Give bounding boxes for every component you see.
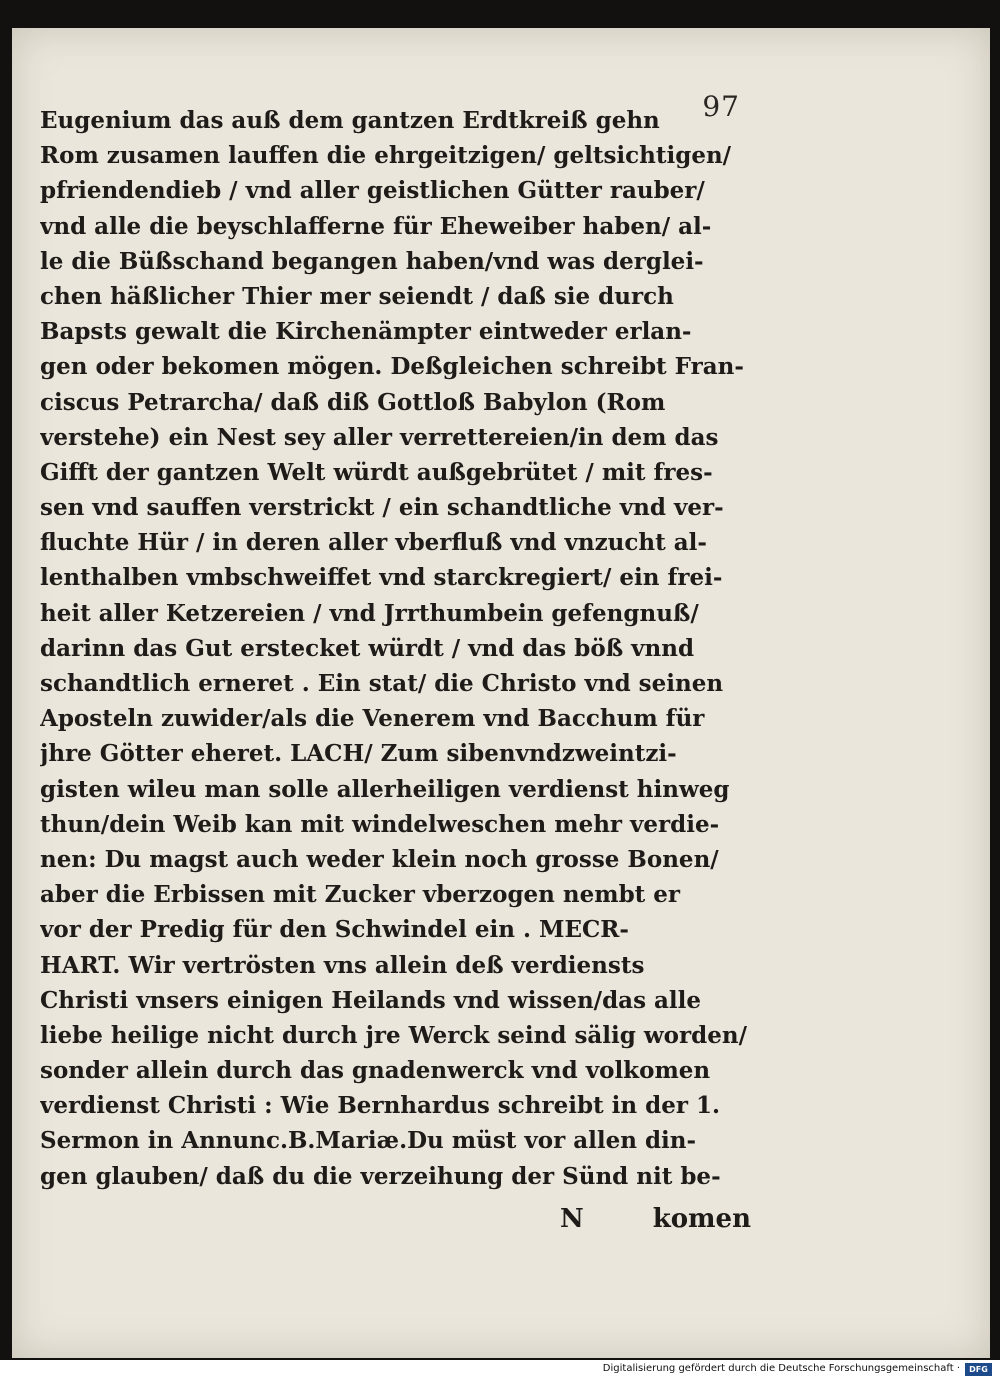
signature-mark: N (560, 1204, 584, 1234)
page-number: 97 (702, 90, 740, 123)
text-line: fluchte Hür / in deren aller vberfluß vnd vnzucht al- (40, 529, 707, 557)
text-line: Aposteln zuwider/als die Venerem vnd Bacchum für (40, 705, 705, 733)
text-line: sonder allein durch das gnadenwerck vnd volkomen (40, 1057, 711, 1085)
text-block (40, 103, 755, 1194)
text-line: verstehe) ein Nest sey aller verrettereien/in dem das (40, 423, 719, 451)
text-line: gen oder bekomen mögen. Deßgleichen schreibt Fran- (40, 353, 744, 381)
text-line: verdienst Christi : Wie Bernhardus schreibt in der 1. (40, 1092, 720, 1120)
text-line: darinn das Gut erstecket würdt / vnd das böß vnnd (40, 634, 695, 662)
text-line: heit aller Ketzereien / vnd Jrrthumbein gefengnuß/ (40, 599, 699, 627)
text-line: Gifft der gantzen Welt würdt außgebrütet / mit fres- (40, 458, 713, 486)
text-line: Christi vnsers einigen Heilands vnd wissen/das alle (40, 986, 702, 1014)
catchword-row (40, 1204, 755, 1240)
text-line: le die Büßschand begangen haben/vnd was derglei- (40, 247, 704, 275)
text-line: Bapsts gewalt die Kirchenämpter eintweder erlan- (40, 318, 692, 346)
text-line: lenthalben vmbschweiffet vnd starckregiert/ ein frei- (40, 564, 723, 592)
text-line: jhre Götter eheret. LACH/ Zum sibenvndzweintzi- (40, 740, 677, 768)
text-line: HART. Wir vertrösten vns allein deß verdiensts (40, 951, 645, 979)
text-line: sen vnd sauffen verstrickt / ein schandtliche vnd ver- (40, 494, 724, 522)
footer-bar (0, 1360, 1000, 1380)
text-line: thun/dein Weib kan mit windelweschen mehr verdie- (40, 810, 720, 838)
text-line: ciscus Petrarcha/ daß diß Gottloß Babylon (Rom (40, 388, 666, 416)
funding-notice: Digitalisierung gefördert durch die Deutsche Forschungsgemeinschaft · (602, 1363, 960, 1374)
text-line: nen: Du magst auch weder klein noch grosse Bonen/ (40, 845, 719, 873)
text-line: schandtlich erneret . Ein stat/ die Christo vnd seinen (40, 670, 724, 697)
text-line: Rom zusamen lauffen die ehrgeitzigen/ geltsichtigen/ (40, 142, 732, 170)
text-line: chen häßlicher Thier mer seiendt / daß sie durch (40, 282, 674, 310)
text-line: Sermon in Annunc.B.Mariæ.Du müst vor allen din- (40, 1127, 697, 1155)
text-line: vor der Predig für den Schwindel ein . MECR- (40, 916, 629, 944)
text-line: liebe heilige nicht durch jre Werck seind sälig worden/ (40, 1021, 747, 1049)
text-line: gisten wileu man solle allerheiligen verdienst hinweg (40, 775, 730, 803)
text-line: gen glauben/ daß du die verzeihung der Sünd nit be- (40, 1162, 721, 1190)
text-line: Eugenium das auß dem gantzen Erdtkreiß gehn (40, 107, 660, 134)
text-line: vnd alle die beyschlafferne für Eheweiber haben/ al- (40, 212, 712, 240)
text-line: pfriendendieb / vnd aller geistlichen Gütter rauber/ (40, 177, 705, 205)
catchword: komen (652, 1204, 751, 1234)
dfg-logo-icon: DFG (965, 1363, 992, 1376)
text-line: aber die Erbissen mit Zucker vberzogen nembt er (40, 881, 681, 909)
